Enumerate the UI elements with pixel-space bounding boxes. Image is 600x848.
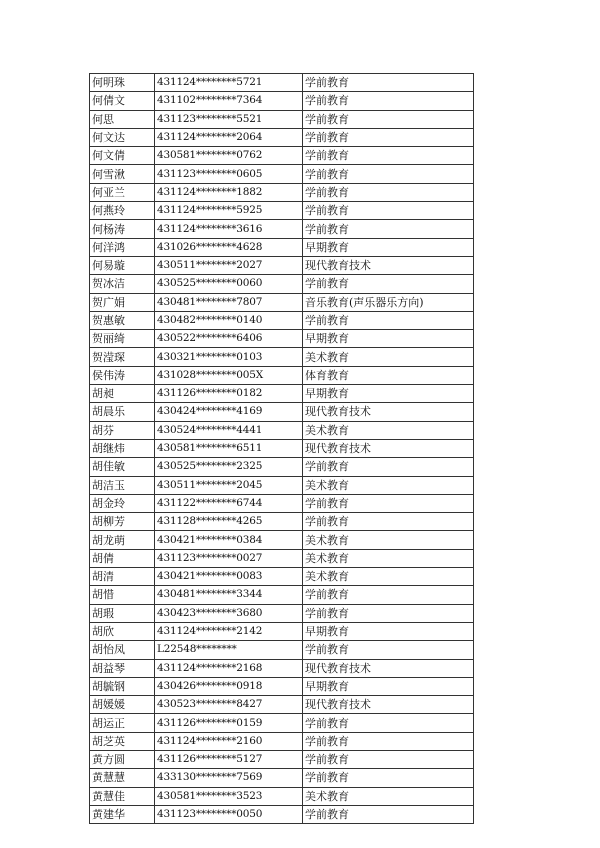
table-row bbox=[90, 476, 474, 494]
table-row bbox=[90, 220, 474, 238]
table-row bbox=[90, 769, 474, 787]
id-cell: 431124********2064 bbox=[155, 128, 303, 146]
table-row bbox=[90, 238, 474, 256]
name-cell: 黄建华 bbox=[90, 805, 155, 823]
name-cell: 何杨涛 bbox=[90, 220, 155, 238]
table-row bbox=[90, 293, 474, 311]
table-row bbox=[90, 805, 474, 823]
table-row bbox=[90, 696, 474, 714]
major-cell: 学前教育 bbox=[303, 92, 474, 110]
id-cell: 431124********2142 bbox=[155, 622, 303, 640]
table-row bbox=[90, 275, 474, 293]
name-cell: 何文倩 bbox=[90, 147, 155, 165]
name-cell: 贺惠敏 bbox=[90, 311, 155, 329]
major-cell: 早期教育 bbox=[303, 677, 474, 695]
major-cell: 学前教育 bbox=[303, 74, 474, 92]
id-cell: 430511********2045 bbox=[155, 476, 303, 494]
name-cell: 胡瑕 bbox=[90, 604, 155, 622]
major-cell: 现代教育技术 bbox=[303, 403, 474, 421]
id-cell: 431124********2168 bbox=[155, 659, 303, 677]
id-cell: L22548******** bbox=[155, 641, 303, 659]
name-cell: 胡芬 bbox=[90, 421, 155, 439]
major-cell: 学前教育 bbox=[303, 732, 474, 750]
id-cell: 430321********0103 bbox=[155, 348, 303, 366]
id-cell: 430581********6511 bbox=[155, 439, 303, 457]
major-cell: 美术教育 bbox=[303, 549, 474, 567]
table-row bbox=[90, 494, 474, 512]
name-cell: 胡芝英 bbox=[90, 732, 155, 750]
name-cell: 何文达 bbox=[90, 128, 155, 146]
table-row bbox=[90, 256, 474, 274]
major-cell: 学前教育 bbox=[303, 714, 474, 732]
id-cell: 430581********0762 bbox=[155, 147, 303, 165]
id-cell: 431124********2160 bbox=[155, 732, 303, 750]
name-cell: 贺丽绮 bbox=[90, 330, 155, 348]
name-cell: 何明珠 bbox=[90, 74, 155, 92]
name-cell: 胡倩 bbox=[90, 549, 155, 567]
major-cell: 学前教育 bbox=[303, 275, 474, 293]
id-cell: 430581********3523 bbox=[155, 787, 303, 805]
id-cell: 430482********0140 bbox=[155, 311, 303, 329]
major-cell: 美术教育 bbox=[303, 568, 474, 586]
name-cell: 何亚兰 bbox=[90, 183, 155, 201]
major-cell: 美术教育 bbox=[303, 421, 474, 439]
student-list-table bbox=[89, 73, 474, 824]
id-cell: 430523********8427 bbox=[155, 696, 303, 714]
id-cell: 430522********6406 bbox=[155, 330, 303, 348]
major-cell: 学前教育 bbox=[303, 147, 474, 165]
id-cell: 430421********0083 bbox=[155, 568, 303, 586]
name-cell: 何雪湫 bbox=[90, 165, 155, 183]
id-cell: 433130********7569 bbox=[155, 769, 303, 787]
id-cell: 431124********3616 bbox=[155, 220, 303, 238]
major-cell: 体育教育 bbox=[303, 366, 474, 384]
id-cell: 431028********005X bbox=[155, 366, 303, 384]
id-cell: 431123********5521 bbox=[155, 110, 303, 128]
major-cell: 早期教育 bbox=[303, 622, 474, 640]
id-cell: 430481********7807 bbox=[155, 293, 303, 311]
name-cell: 何燕玲 bbox=[90, 202, 155, 220]
name-cell: 何思 bbox=[90, 110, 155, 128]
major-cell: 学前教育 bbox=[303, 513, 474, 531]
table-row bbox=[90, 128, 474, 146]
table-row bbox=[90, 531, 474, 549]
major-cell: 现代教育技术 bbox=[303, 256, 474, 274]
table-row bbox=[90, 568, 474, 586]
major-cell: 学前教育 bbox=[303, 750, 474, 768]
table-row bbox=[90, 513, 474, 531]
id-cell: 430524********4441 bbox=[155, 421, 303, 439]
table-row bbox=[90, 92, 474, 110]
table-row bbox=[90, 385, 474, 403]
major-cell: 学前教育 bbox=[303, 604, 474, 622]
major-cell: 学前教育 bbox=[303, 805, 474, 823]
name-cell: 胡金玲 bbox=[90, 494, 155, 512]
table-row bbox=[90, 622, 474, 640]
id-cell: 431123********0605 bbox=[155, 165, 303, 183]
table-row bbox=[90, 110, 474, 128]
id-cell: 431124********1882 bbox=[155, 183, 303, 201]
table-row bbox=[90, 147, 474, 165]
id-cell: 430511********2027 bbox=[155, 256, 303, 274]
table-row bbox=[90, 311, 474, 329]
table-row bbox=[90, 165, 474, 183]
table-row bbox=[90, 750, 474, 768]
major-cell: 学前教育 bbox=[303, 128, 474, 146]
name-cell: 胡媛媛 bbox=[90, 696, 155, 714]
id-cell: 430421********0384 bbox=[155, 531, 303, 549]
major-cell: 早期教育 bbox=[303, 330, 474, 348]
id-cell: 430525********0060 bbox=[155, 275, 303, 293]
major-cell: 现代教育技术 bbox=[303, 439, 474, 457]
name-cell: 贺冰洁 bbox=[90, 275, 155, 293]
major-cell: 学前教育 bbox=[303, 165, 474, 183]
major-cell: 现代教育技术 bbox=[303, 659, 474, 677]
name-cell: 黄慧慧 bbox=[90, 769, 155, 787]
name-cell: 胡惜 bbox=[90, 586, 155, 604]
name-cell: 胡昶 bbox=[90, 385, 155, 403]
major-cell: 早期教育 bbox=[303, 385, 474, 403]
id-cell: 431123********0027 bbox=[155, 549, 303, 567]
major-cell: 现代教育技术 bbox=[303, 696, 474, 714]
name-cell: 胡欣 bbox=[90, 622, 155, 640]
id-cell: 430481********3344 bbox=[155, 586, 303, 604]
table-body bbox=[90, 74, 474, 824]
table-row bbox=[90, 348, 474, 366]
id-cell: 430525********2325 bbox=[155, 458, 303, 476]
major-cell: 学前教育 bbox=[303, 183, 474, 201]
name-cell: 贺滢琛 bbox=[90, 348, 155, 366]
major-cell: 学前教育 bbox=[303, 769, 474, 787]
table-row bbox=[90, 421, 474, 439]
table-row bbox=[90, 604, 474, 622]
id-cell: 431126********0159 bbox=[155, 714, 303, 732]
major-cell: 学前教育 bbox=[303, 641, 474, 659]
id-cell: 431122********6744 bbox=[155, 494, 303, 512]
id-cell: 430426********0918 bbox=[155, 677, 303, 695]
table-row bbox=[90, 458, 474, 476]
name-cell: 胡清 bbox=[90, 568, 155, 586]
major-cell: 学前教育 bbox=[303, 311, 474, 329]
name-cell: 胡洁玉 bbox=[90, 476, 155, 494]
name-cell: 胡毓钢 bbox=[90, 677, 155, 695]
name-cell: 何倩文 bbox=[90, 92, 155, 110]
name-cell: 黄方圆 bbox=[90, 750, 155, 768]
table-row bbox=[90, 439, 474, 457]
name-cell: 黄慧佳 bbox=[90, 787, 155, 805]
major-cell: 学前教育 bbox=[303, 110, 474, 128]
major-cell: 早期教育 bbox=[303, 238, 474, 256]
major-cell: 学前教育 bbox=[303, 494, 474, 512]
name-cell: 侯伟涛 bbox=[90, 366, 155, 384]
table-row bbox=[90, 549, 474, 567]
major-cell: 学前教育 bbox=[303, 586, 474, 604]
major-cell: 美术教育 bbox=[303, 348, 474, 366]
table-row bbox=[90, 732, 474, 750]
id-cell: 431124********5721 bbox=[155, 74, 303, 92]
id-cell: 431128********4265 bbox=[155, 513, 303, 531]
table-row bbox=[90, 202, 474, 220]
id-cell: 431126********5127 bbox=[155, 750, 303, 768]
name-cell: 何洋鸿 bbox=[90, 238, 155, 256]
id-cell: 431126********0182 bbox=[155, 385, 303, 403]
name-cell: 胡运正 bbox=[90, 714, 155, 732]
id-cell: 431102********7364 bbox=[155, 92, 303, 110]
name-cell: 何易璇 bbox=[90, 256, 155, 274]
major-cell: 美术教育 bbox=[303, 531, 474, 549]
table-row bbox=[90, 714, 474, 732]
name-cell: 胡佳敏 bbox=[90, 458, 155, 476]
table-row bbox=[90, 366, 474, 384]
table-row bbox=[90, 787, 474, 805]
table-row bbox=[90, 586, 474, 604]
major-cell: 美术教育 bbox=[303, 787, 474, 805]
name-cell: 胡继炜 bbox=[90, 439, 155, 457]
major-cell: 学前教育 bbox=[303, 458, 474, 476]
id-cell: 431124********5925 bbox=[155, 202, 303, 220]
major-cell: 音乐教育(声乐器乐方向) bbox=[303, 293, 474, 311]
name-cell: 胡龙萌 bbox=[90, 531, 155, 549]
id-cell: 430424********4169 bbox=[155, 403, 303, 421]
name-cell: 胡益琴 bbox=[90, 659, 155, 677]
table-row bbox=[90, 641, 474, 659]
table-row bbox=[90, 677, 474, 695]
table-row bbox=[90, 183, 474, 201]
name-cell: 胡晨乐 bbox=[90, 403, 155, 421]
table-row bbox=[90, 659, 474, 677]
name-cell: 贺广娟 bbox=[90, 293, 155, 311]
id-cell: 431123********0050 bbox=[155, 805, 303, 823]
table-row bbox=[90, 330, 474, 348]
table-row bbox=[90, 74, 474, 92]
name-cell: 胡怡凤 bbox=[90, 641, 155, 659]
table-row bbox=[90, 403, 474, 421]
major-cell: 美术教育 bbox=[303, 476, 474, 494]
id-cell: 431026********4628 bbox=[155, 238, 303, 256]
major-cell: 学前教育 bbox=[303, 202, 474, 220]
name-cell: 胡柳芳 bbox=[90, 513, 155, 531]
major-cell: 学前教育 bbox=[303, 220, 474, 238]
id-cell: 430423********3680 bbox=[155, 604, 303, 622]
